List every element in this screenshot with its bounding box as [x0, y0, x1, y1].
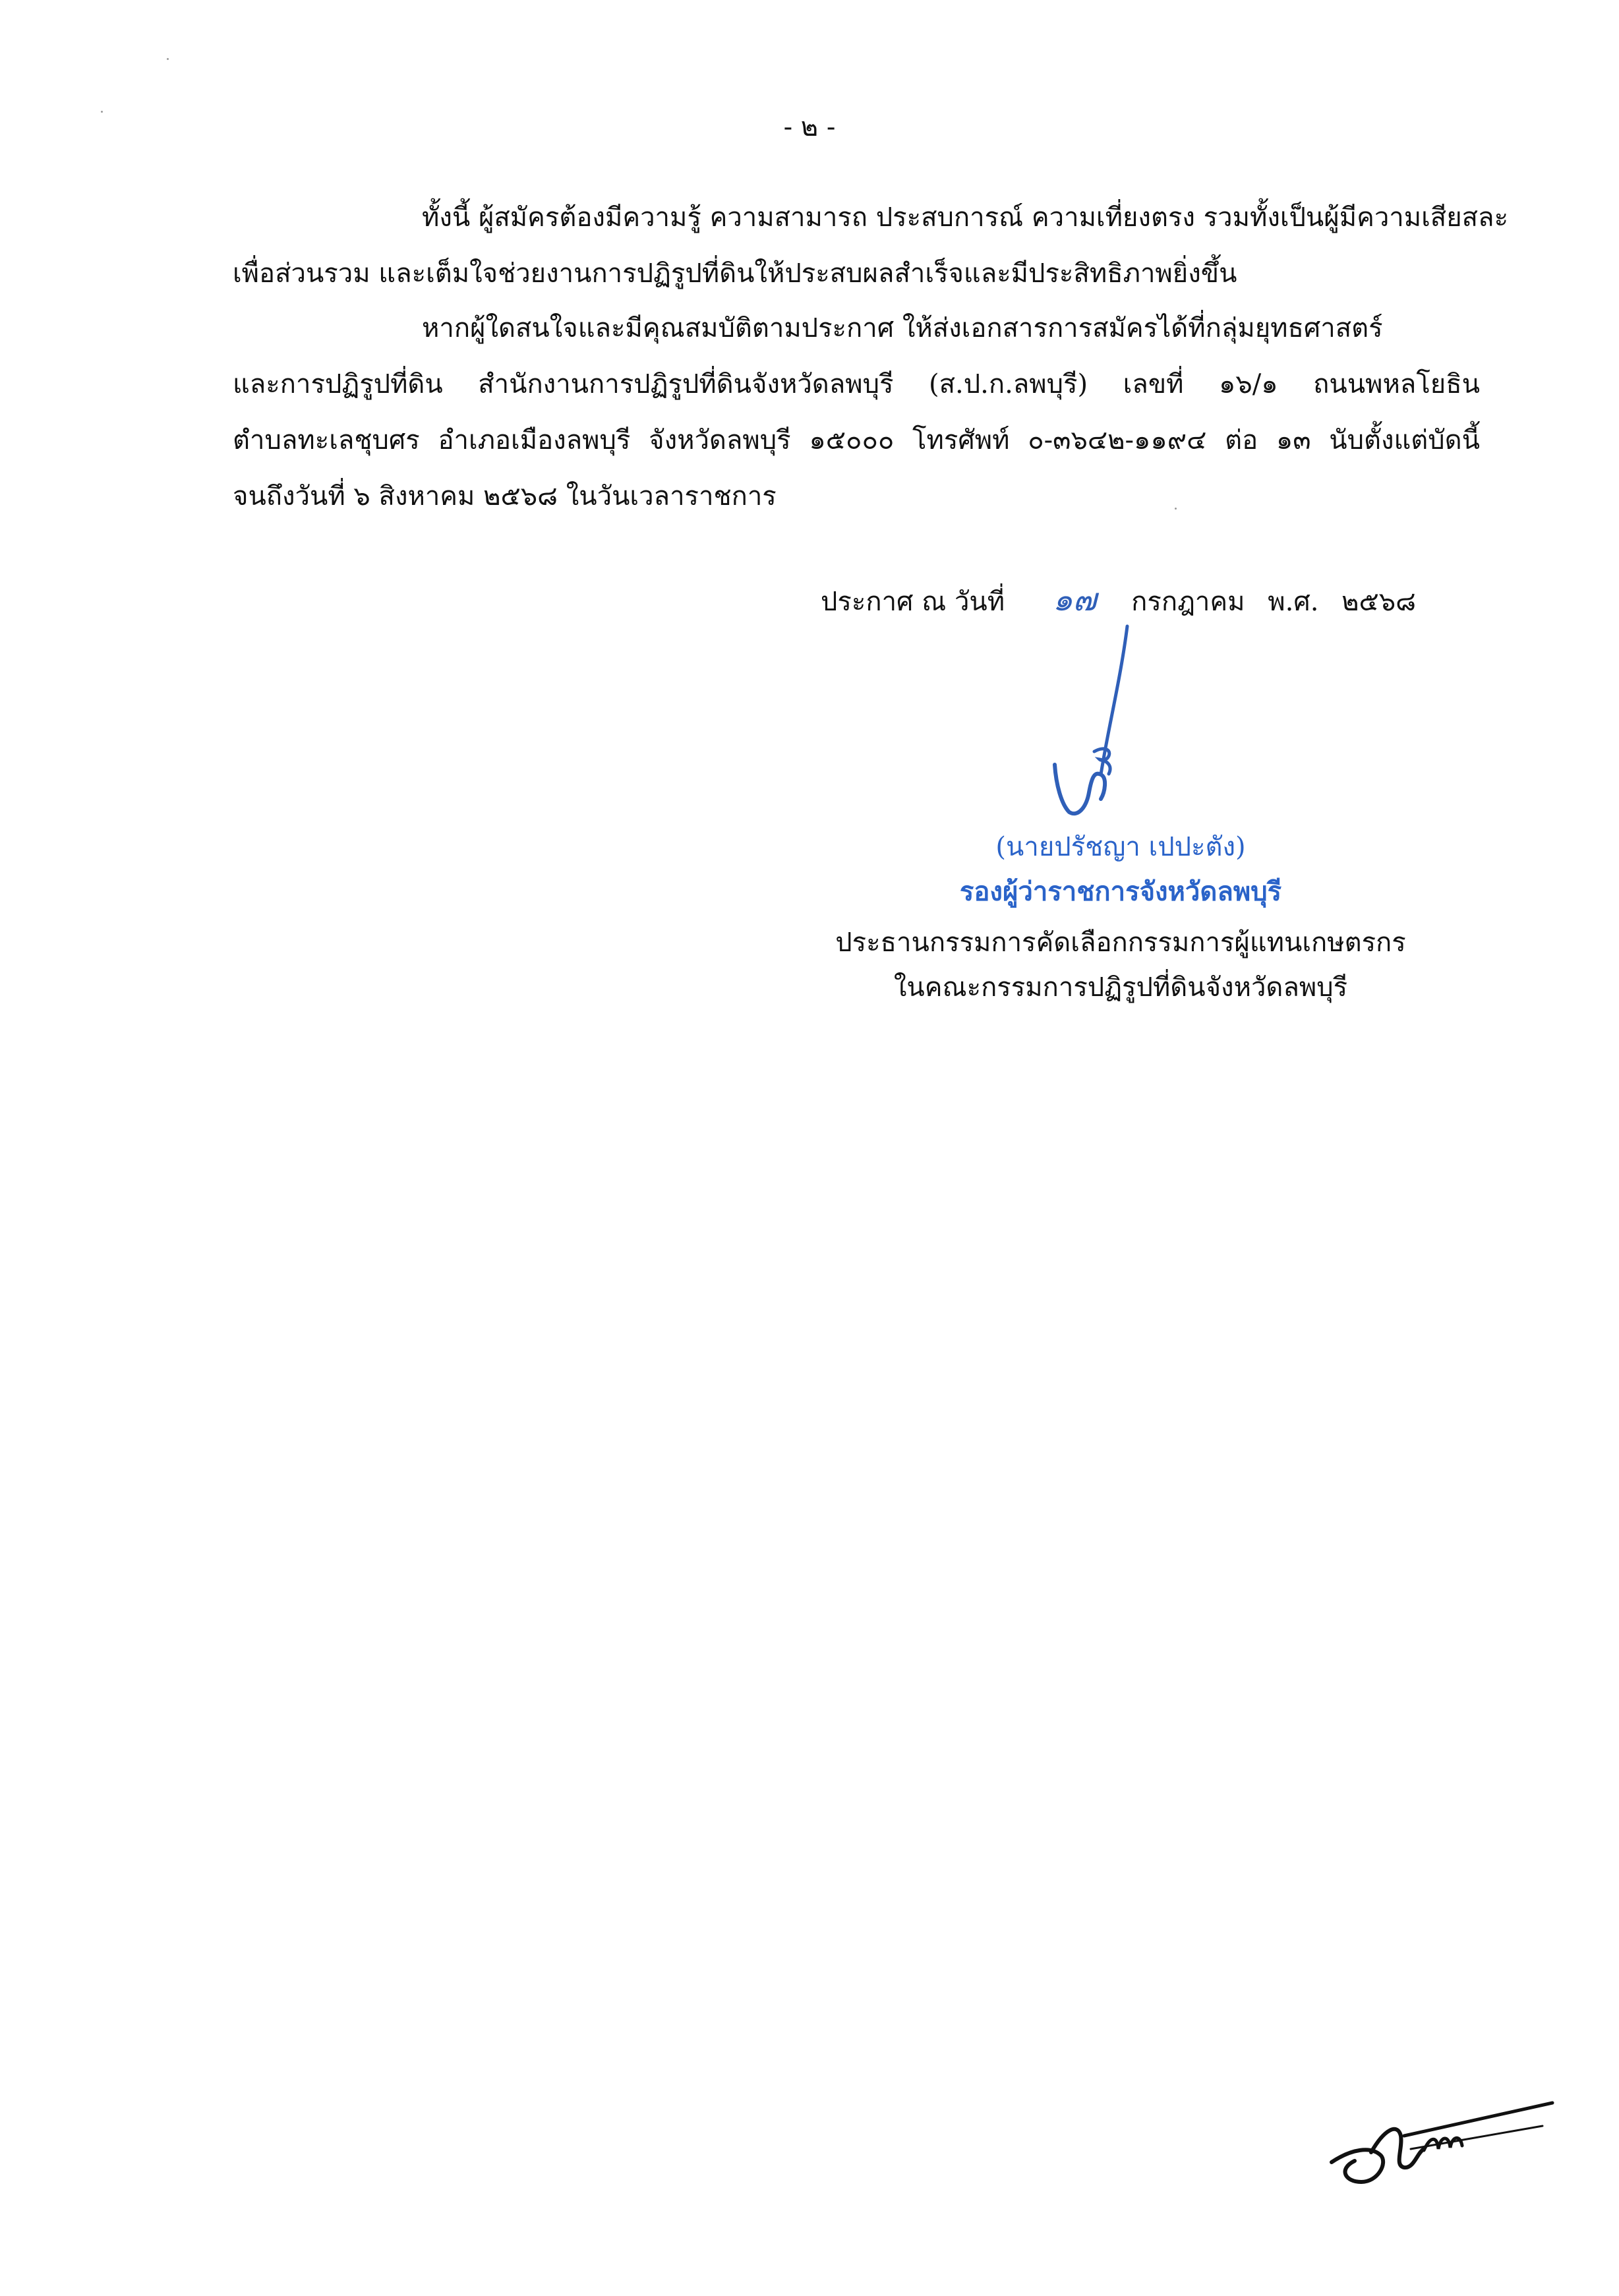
signatory-position: รองผู้ว่าราชการจังหวัดลพบุรี [959, 876, 1282, 907]
page-number: - ๒ - [783, 112, 836, 142]
date-year: ๒๕๖๘ [1341, 587, 1417, 617]
paragraph2-line3: ตำบลทะเลชุบศร อำเภอเมืองลพบุรี จังหวัดลพบุรี ๑๕๐๐๐ โทรศัพท์ ๐-๓๖๔๒-๑๑๙๔ ต่อ ๑๓ นับตั้งแต่บัดนี้ [233, 425, 1480, 456]
date-prefix: ประกาศ ณ วันที่ [821, 587, 1005, 617]
signatory-role-line2: ในคณะกรรมการปฏิรูปที่ดินจังหวัดลพบุรี [893, 972, 1348, 1003]
paragraph2-line1: หากผู้ใดสนใจและมีคุณสมบัติตามประกาศ ให้ส่งเอกสารการสมัครได้ที่กลุ่มยุทธศาสตร์ [422, 313, 1383, 343]
signatory-role-line1: ประธานกรรมการคัดเลือกกรรมการผู้แทนเกษตรกร [835, 927, 1406, 958]
date-day: ๑๗ [1052, 581, 1097, 618]
scan-speck [167, 58, 169, 60]
paragraph2-line4: จนถึงวันที่ ๖ สิงหาคม ๒๕๖๘ ในวันเวลาราชการ [233, 481, 777, 512]
date-month: กรกฎาคม [1131, 587, 1245, 617]
paragraph2-line2: และการปฏิรูปที่ดิน สำนักงานการปฏิรูปที่ดินจังหวัดลพบุรี (ส.ป.ก.ลพบุรี) เลขที่ ๑๖/๑ ถนนพหลโยธิน [233, 369, 1480, 399]
scan-speck [1175, 508, 1177, 510]
initials-mark [1325, 2090, 1562, 2202]
scan-speck [101, 111, 103, 113]
paragraph1-line1: ทั้งนี้ ผู้สมัครต้องมีความรู้ ความสามารถ ประสบการณ์ ความเที่ยงตรง รวมทั้งเป็นผู้มีความเสียสละ [422, 202, 1509, 233]
paragraph1-line2: เพื่อส่วนรวม และเต็มใจช่วยงานการปฏิรูปที่ดินให้ประสบผลสำเร็จและมีประสิทธิภาพยิ่งขึ้น [233, 258, 1237, 289]
announcement-date [821, 581, 1417, 618]
official-signature [1028, 620, 1160, 831]
signatory-name: (นายปรัชญา เปปะตัง) [995, 832, 1246, 862]
date-era: พ.ศ. [1268, 587, 1319, 617]
